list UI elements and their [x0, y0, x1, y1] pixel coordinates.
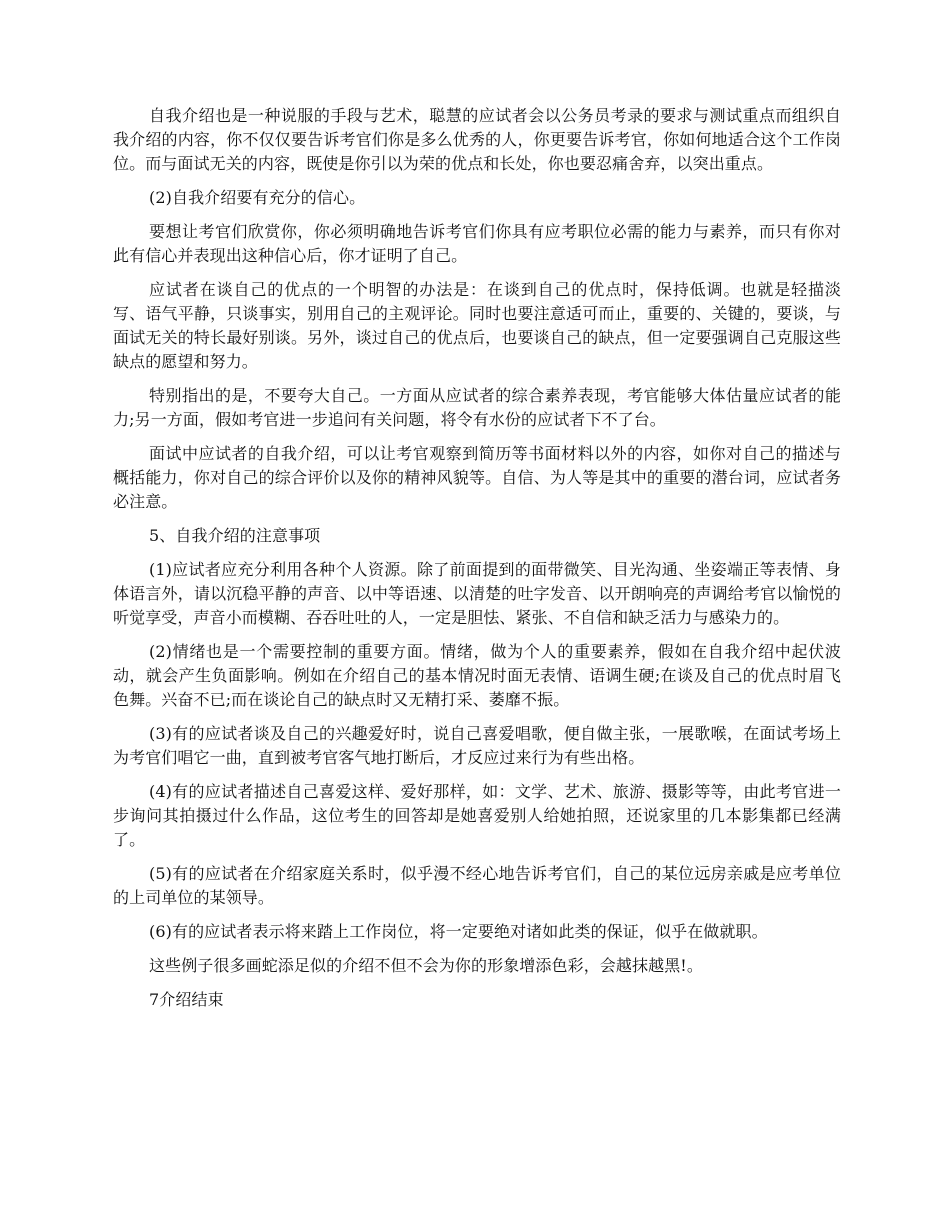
paragraph-2: (2)自我介绍要有充分的信心。 — [149, 188, 366, 207]
section-heading-end: 7介绍结束 — [149, 990, 224, 1009]
paragraph-1: 自我介绍也是一种说服的手段与艺术，聪慧的应试者会以公务员考录的要求与测试重点而组织自我介绍的内容，你不仅仅要告诉考官们你是多么优秀的人，你更要告诉考官，你如何地适合这个工作岗位。而与面试无关的内容，既使是你引以为荣的优点和长处，你也要忍痛舍弃，以突出重点。 — [113, 106, 841, 173]
paragraph-8: (1)应试者应充分利用各种个人资源。除了前面提到的面带微笑、目光沟通、坐姿端正等表情、身体语言外，请以沉稳平静的声音、以中等语速、以清楚的吐字发音、以开朗响亮的声调给考官以愉悦的听觉享受，声音小而模糊、吞吞吐吐的人，一定是胆怯、紧张、不自信和缺乏活力与感染力的。 — [113, 560, 841, 627]
document-page — [113, 104, 841, 1022]
paragraph-6: 面试中应试者的自我介绍，可以让考官观察到简历等书面材料以外的内容，如你对自己的描述与概括能力，你对自己的综合评价以及你的精神风貌等。自信、为人等是其中的重要的潜台词，应试者务必注意。 — [113, 444, 841, 511]
paragraph-9: (2)情绪也是一个需要控制的重要方面。情绪，做为个人的重要素养，假如在自我介绍中起伏波动，就会产生负面影响。例如在介绍自己的基本情况时面无表情、语调生硬;在谈及自己的优点时眉飞色舞。兴奋不已;而在谈论自己的缺点时又无精打采、萎靡不振。 — [113, 642, 841, 709]
paragraph-3: 要想让考官们欣赏你，你必须明确地告诉考官们你具有应考职位必需的能力与素养，而只有你对此有信心并表现出这种信心后，你才证明了自己。 — [113, 222, 841, 265]
paragraph-10: (3)有的应试者谈及自己的兴趣爱好时，说自己喜爱唱歌，便自做主张，一展歌喉，在面试考场上为考官们唱它一曲，直到被考官客气地打断后，才反应过来行为有些出格。 — [113, 724, 841, 767]
paragraph-12: (5)有的应试者在介绍家庭关系时，似乎漫不经心地告诉考官们，自己的某位远房亲戚是应考单位的上司单位的某领导。 — [113, 864, 841, 907]
paragraph-4: 应试者在谈自己的优点的一个明智的办法是：在谈到自己的优点时，保持低调。也就是轻描淡写、语气平静，只谈事实，别用自己的主观评论。同时也要注意适可而止，重要的、关键的，要谈，与面试无关的特长最好别谈。另外，谈过自己的优点后，也要谈自己的缺点，但一定要强调自己克服这些缺点的愿望和努力。 — [113, 280, 841, 371]
paragraph-5: 特别指出的是，不要夸大自己。一方面从应试者的综合素养表现，考官能够大体估量应试者的能力;另一方面，假如考官进一步追问有关问题，将令有水份的应试者下不了台。 — [113, 386, 841, 429]
paragraph-13: (6)有的应试者表示将来踏上工作岗位，将一定要绝对诸如此类的保证，似乎在做就职。 — [149, 922, 768, 941]
paragraph-14: 这些例子很多画蛇添足似的介绍不但不会为你的形象增添色彩，会越抹越黑!。 — [149, 956, 703, 975]
section-heading: 5、自我介绍的注意事项 — [149, 526, 321, 545]
paragraph-11: (4)有的应试者描述自己喜爱这样、爱好那样，如：文学、艺术、旅游、摄影等等，由此考官进一步询问其拍摄过什么作品，这位考生的回答却是她喜爱别人给她拍照，还说家里的几本影集都已经满了。 — [113, 782, 841, 849]
